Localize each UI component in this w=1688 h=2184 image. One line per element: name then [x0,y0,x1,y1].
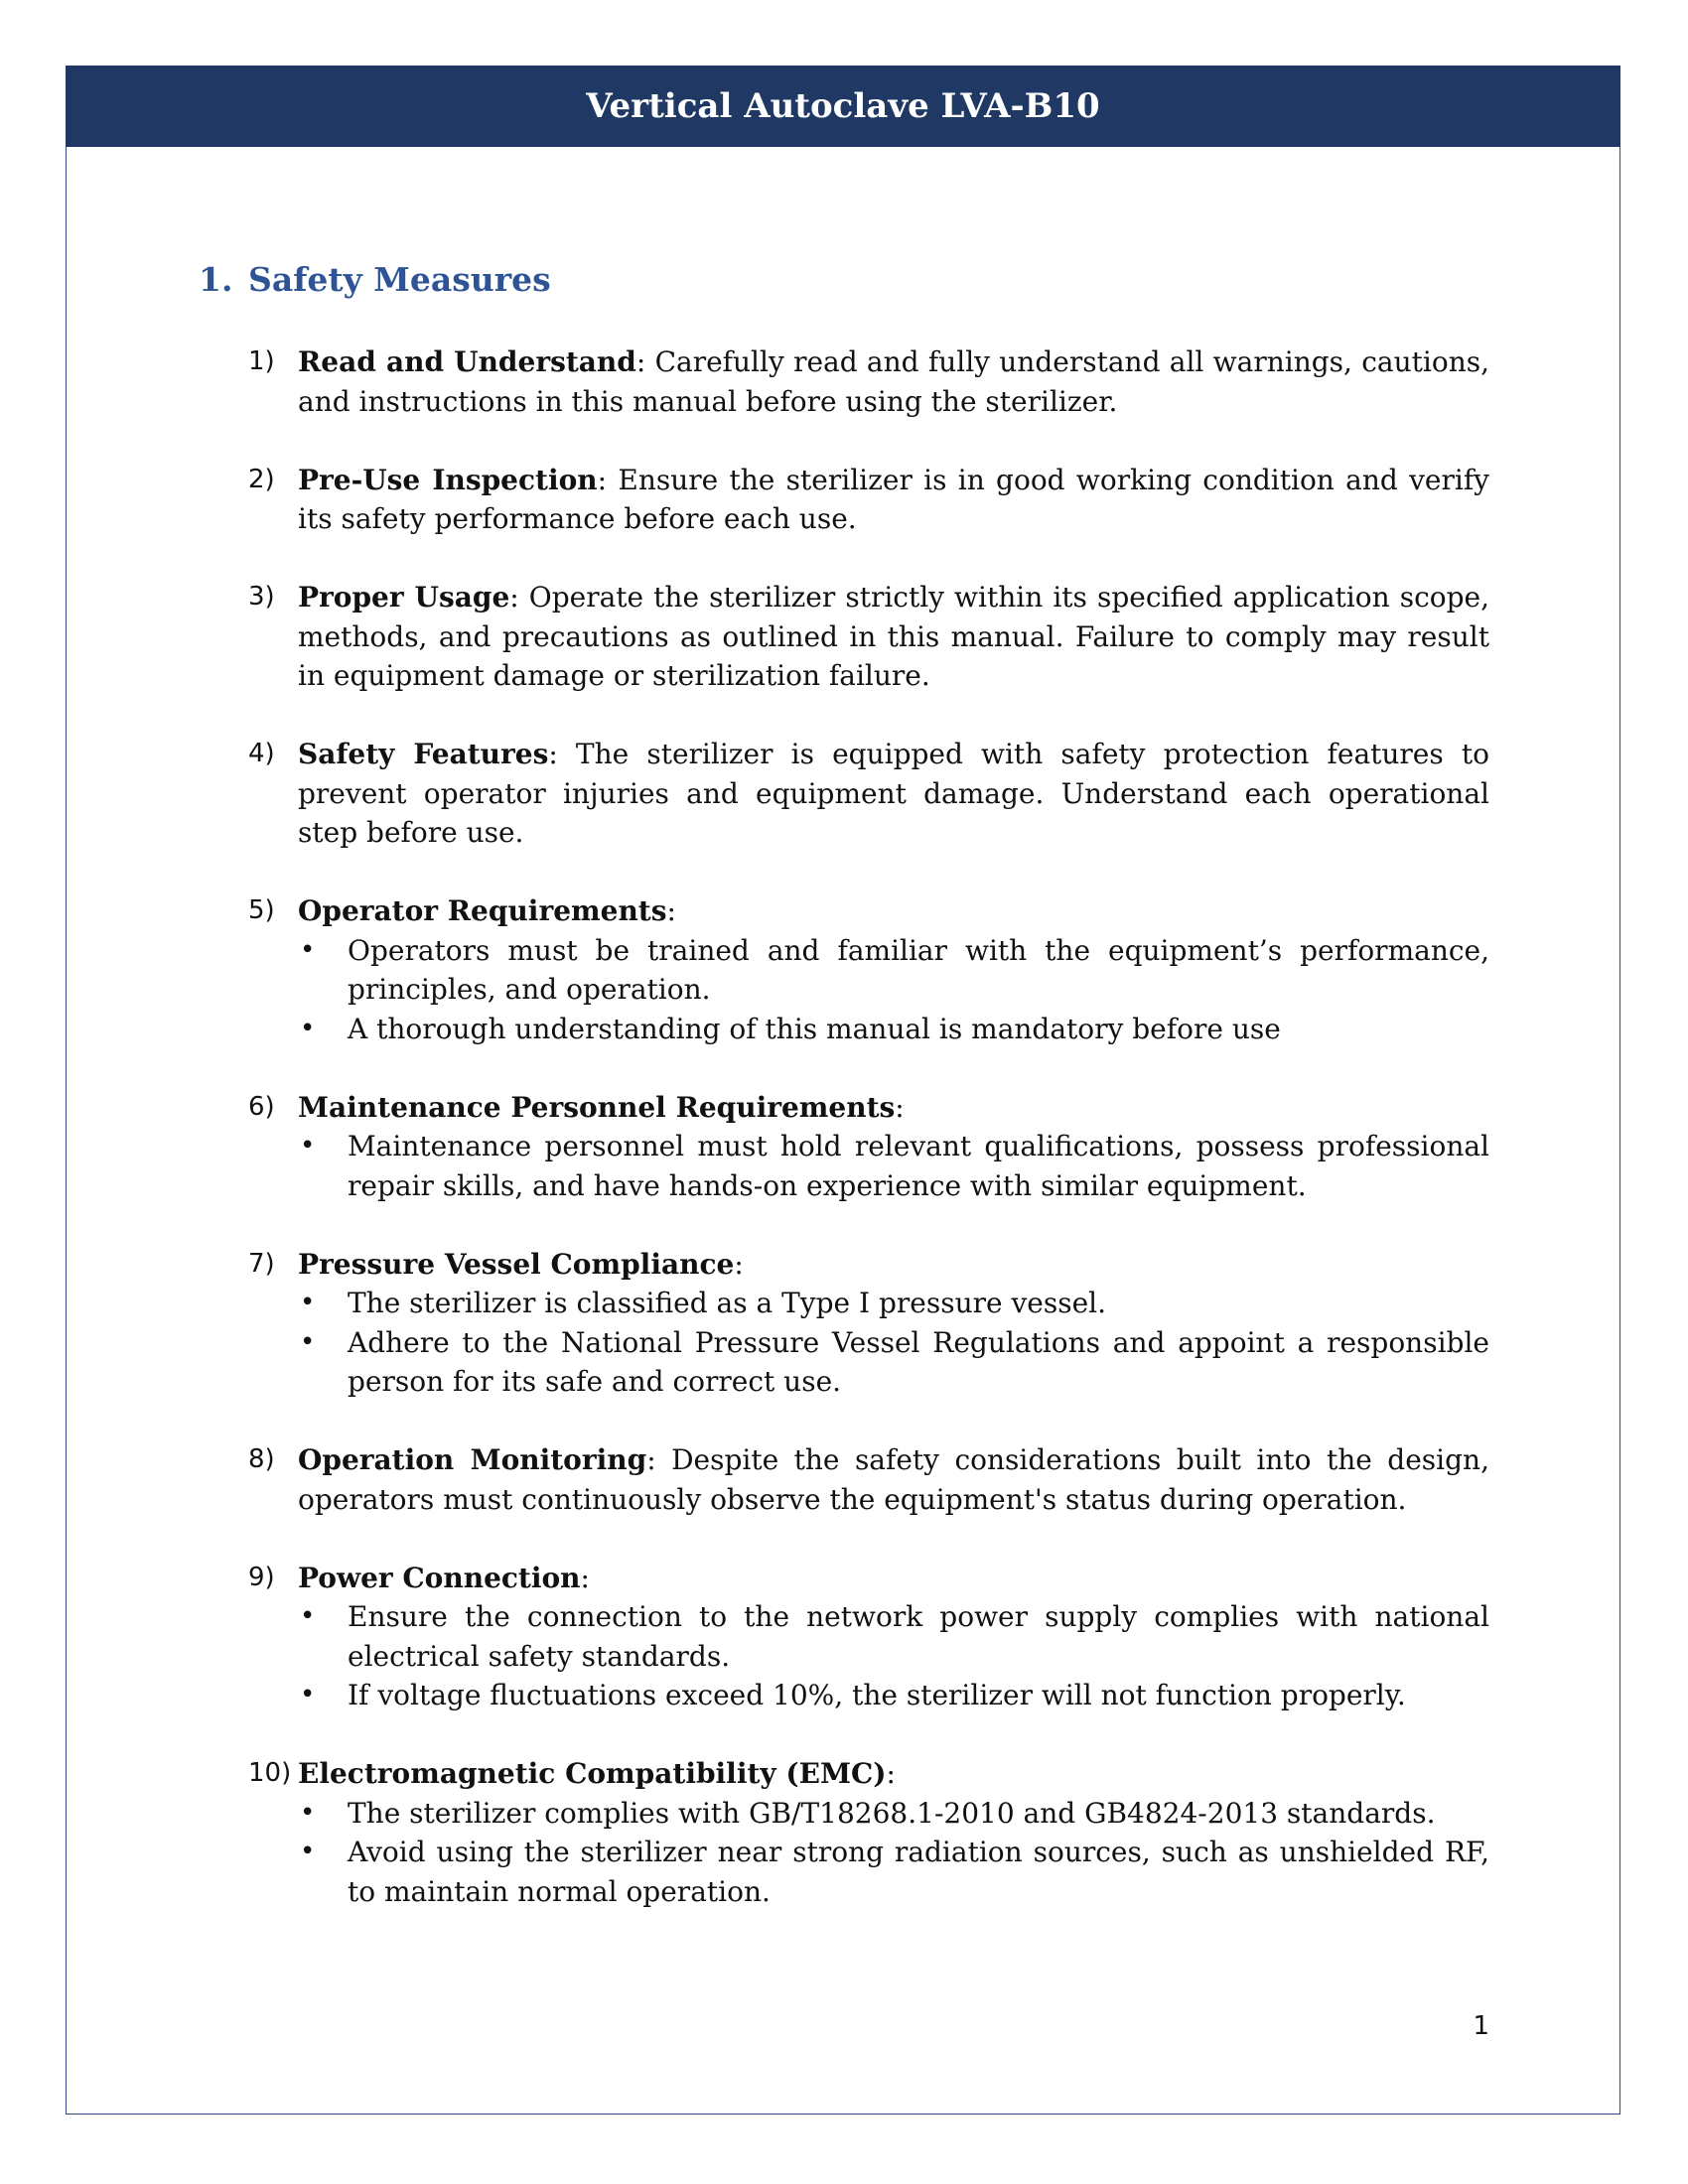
item-title: Pre-Use Inspection [298,463,598,496]
bullet-item [298,1127,1489,1205]
bullet-list [298,1284,1489,1402]
item-number: 6) [248,1091,275,1122]
bullet-item [298,1833,1489,1911]
bullet-item [298,1794,1489,1834]
bullet-list [298,931,1489,1049]
bullet-icon: • [300,1797,316,1828]
list-item [248,578,1489,696]
bullet-icon: • [300,1326,316,1357]
item-number: 8) [248,1444,275,1474]
item-paragraph [298,461,1489,539]
item-text: : Operate the sterilizer strictly within its specified application scope, methods, and precautions as outlined in this manual. Failure to comply may result in equipment damage or sterilization failure. [298,581,1489,692]
item-title: Electromagnetic Compatibility (EMC) [298,1757,887,1790]
bullet-text: Adhere to the National Pressure Vessel Regulations and appoint a responsible person for its safe and correct use. [348,1325,1489,1398]
bullet-text: Maintenance personnel must hold relevant qualifications, possess professional repair skills, and have hands-on experience with similar equipment. [348,1130,1489,1202]
bullet-icon: • [300,1601,316,1631]
item-paragraph [298,578,1489,696]
item-number: 4) [248,739,275,768]
bullet-icon: • [300,934,316,965]
item-title: Operation Monitoring [298,1443,647,1476]
item-number: 7) [248,1248,275,1279]
list-item [248,342,1489,421]
document-header [66,66,1620,147]
bullet-text: Avoid using the sterilizer near strong radiation sources, such as unshielded RF, to maintain normal operation. [348,1836,1489,1908]
document-title: Vertical Autoclave LVA-B10 [586,86,1100,126]
list-item [248,891,1489,1048]
bullet-list [298,1597,1489,1715]
list-item [248,1245,1489,1402]
item-text: : The sterilizer is equipped with safety protection features to prevent operator injuries and equipment damage. Understand each operational step before use. [298,738,1489,849]
list-item [248,1559,1489,1715]
list-item [248,1088,1489,1206]
list-item [248,1754,1489,1911]
item-text: : [895,1090,905,1124]
bullet-item [298,1676,1489,1715]
item-number: 5) [248,895,275,925]
item-title: Operator Requirements [298,894,667,927]
item-title: Safety Features [298,738,549,770]
bullet-icon: • [300,1288,316,1317]
section-title: Safety Measures [248,260,551,299]
item-text: : [886,1757,896,1790]
section-heading [199,260,551,299]
bullet-icon: • [300,1837,316,1866]
bullet-list [298,1794,1489,1912]
bullet-item [298,1284,1489,1323]
item-text: : [580,1561,590,1594]
item-text: : [666,894,676,927]
item-number: 9) [248,1562,275,1592]
item-paragraph [298,342,1489,421]
item-title: Maintenance Personnel Requirements [298,1090,896,1124]
item-title: Power Connection [298,1561,581,1594]
item-title: Read and Understand [298,345,636,378]
bullet-icon: • [300,1013,316,1043]
bullet-icon: • [300,1680,316,1709]
section-number: 1. [199,260,233,299]
item-text: : [734,1247,744,1281]
list-item [248,1440,1489,1519]
bullet-item [298,1323,1489,1402]
item-paragraph [298,1754,1489,1794]
item-text: : Despite the safety considerations built into the design, operators must continuously observe the equipment's status during operation. [298,1443,1489,1516]
bullet-text: Ensure the connection to the network power supply complies with national electrical safety standards. [348,1600,1489,1673]
item-text: : Ensure the sterilizer is in good working condition and verify its safety performance before each use. [298,463,1490,535]
bullet-item [298,1010,1489,1049]
bullet-text: A thorough understanding of this manual is mandatory before use [348,1012,1281,1045]
item-number: 2) [248,464,275,494]
bullet-text: The sterilizer is classified as a Type I pressure vessel. [348,1287,1107,1319]
item-number: 3) [248,582,275,612]
bullet-item [298,1597,1489,1676]
safety-measures-list [248,342,1489,1951]
item-paragraph [298,735,1489,853]
list-item [248,461,1489,539]
item-paragraph [298,1440,1489,1519]
item-text: : Carefully read and fully understand all warnings, cautions, and instructions in this manual before using the sterilizer. [298,345,1489,418]
item-number: 1) [248,346,275,376]
bullet-text: Operators must be trained and familiar with the equipment’s performance, principles, and operation. [348,933,1489,1006]
item-paragraph [298,1088,1489,1128]
page-number: 1 [1473,2011,1489,2041]
item-title: Proper Usage [298,581,510,614]
item-paragraph [298,1245,1489,1285]
bullet-item [298,931,1489,1010]
item-paragraph [298,1559,1489,1598]
list-item [248,735,1489,853]
item-paragraph [298,891,1489,931]
item-title: Pressure Vessel Compliance [298,1247,735,1281]
bullet-list [298,1127,1489,1205]
bullet-text: If voltage fluctuations exceed 10%, the sterilizer will not function properly. [348,1679,1406,1711]
bullet-icon: • [300,1131,316,1160]
item-number: 10) [248,1758,292,1788]
bullet-text: The sterilizer complies with GB/T18268.1-2010 and GB4824-2013 standards. [348,1796,1436,1830]
